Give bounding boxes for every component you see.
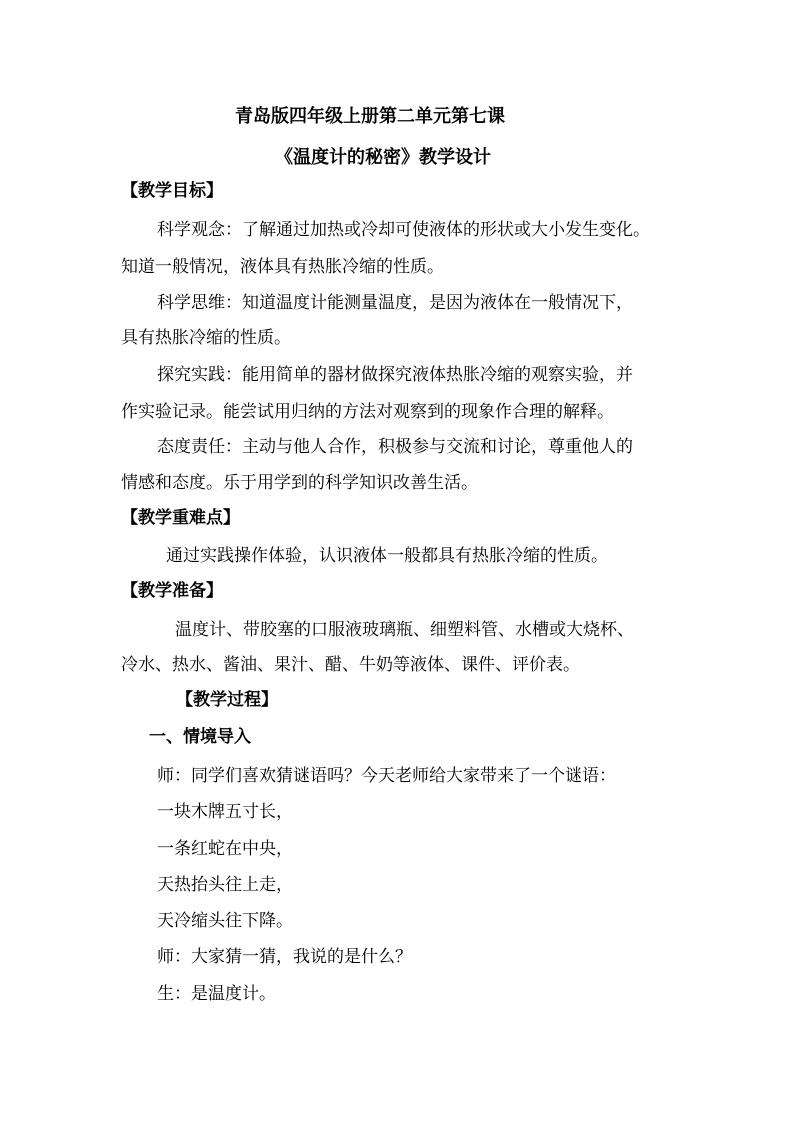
- goals-paragraph-4-line-1: 态度责任：主动与他人合作，积极参与交流和讨论，尊重他人的: [157, 437, 633, 457]
- key-points-line-1: 通过实践操作体验，认识液体一般都具有热胀冷缩的性质。: [166, 546, 608, 566]
- goals-paragraph-2-line-1: 科学思维：知道温度计能测量温度，是因为液体在一般情况下，: [157, 293, 633, 313]
- heading-key-points: 【教学重难点】: [121, 508, 240, 528]
- goals-paragraph-1-line-2: 知道一般情况，液体具有热胀冷缩的性质。: [121, 257, 444, 277]
- process-line: 天热抬头往上走，: [157, 875, 293, 895]
- goals-paragraph-2-line-2: 具有热胀冷缩的性质。: [121, 328, 291, 348]
- heading-goals: 【教学目标】: [121, 181, 223, 201]
- process-line: 一块木牌五寸长，: [157, 802, 293, 822]
- process-line: 天冷缩头往下降。: [157, 911, 293, 931]
- preparation-line-2: 冷水、热水、酱油、果汁、醋、牛奶等液体、课件、评价表。: [121, 655, 580, 675]
- goals-paragraph-1-line-1: 科学观念：了解通过加热或冷却可使液体的形状或大小发生变化。: [157, 220, 650, 240]
- process-line: 师：大家猜一猜，我说的是什么？: [157, 947, 412, 967]
- goals-paragraph-3-line-1: 探究实践：能用简单的器材做探究液体热胀冷缩的观察实验，并: [157, 365, 633, 385]
- document-subtitle: 《温度计的秘密》教学设计: [275, 147, 491, 168]
- goals-paragraph-4-line-2: 情感和态度。乐于用学到的科学知识改善生活。: [121, 473, 478, 493]
- process-line: 一条红蛇在中央，: [157, 839, 293, 859]
- document-title: 青岛版四年级上册第二单元第七课: [235, 106, 505, 127]
- process-line: 师：同学们喜欢猜谜语吗？今天老师给大家带来了一个谜语：: [157, 766, 616, 786]
- heading-process: 【教学过程】: [176, 690, 278, 710]
- process-line: 生：是温度计。: [157, 984, 276, 1004]
- process-subheading-1: 一、情境导入: [149, 727, 251, 747]
- heading-preparation: 【教学准备】: [121, 581, 223, 601]
- goals-paragraph-3-line-2: 作实验记录。能尝试用归纳的方法对观察到的现象作合理的解释。: [121, 402, 614, 422]
- preparation-line-1: 温度计、带胶塞的口服液玻璃瓶、细塑料管、水槽或大烧杯、: [175, 620, 634, 640]
